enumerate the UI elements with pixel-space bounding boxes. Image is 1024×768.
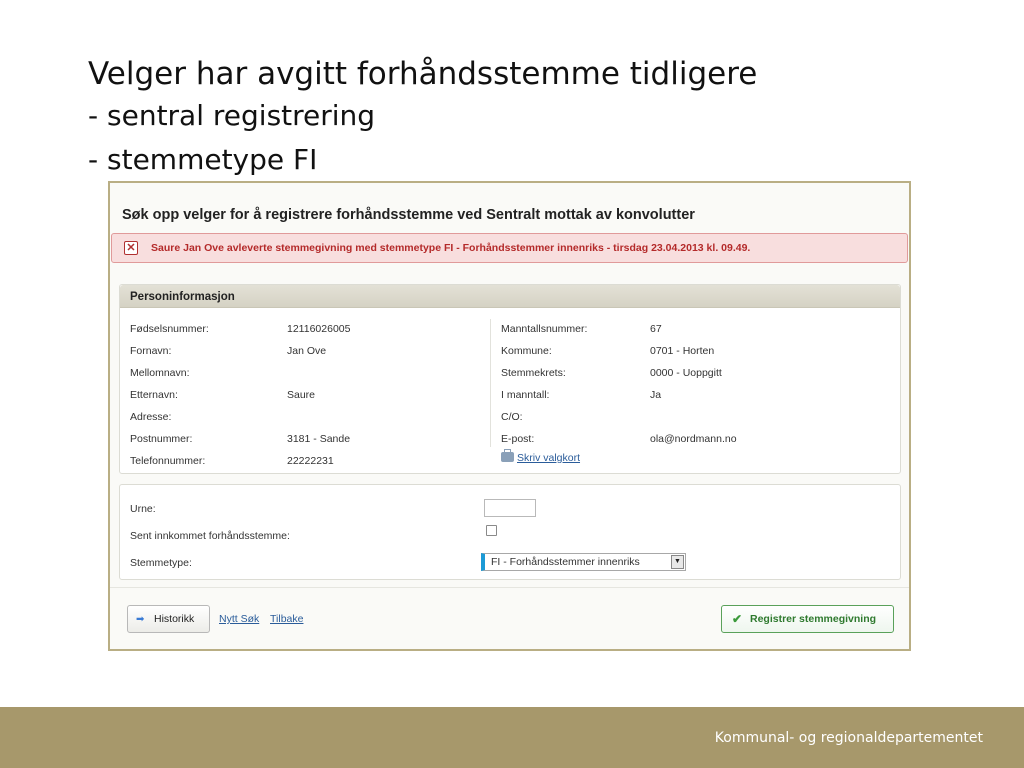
value-polling-district: 0000 - Uoppgitt [650,367,722,379]
checkmark-icon: ✔ [732,612,743,626]
register-vote-button[interactable] [721,605,894,633]
label-address: Adresse: [130,411,172,423]
chevron-down-icon[interactable]: ▼ [671,555,684,569]
alert-message: Saure Jan Ove avleverte stemmegivning med stemmetype FI - Forhåndsstemmer innenriks - tirsdag 23.04.2013 kl. 09.49. [151,242,751,254]
value-in-register: Ja [650,389,662,401]
history-button-label: Historikk [154,613,195,625]
register-button-label: Registrer stemmegivning [750,613,877,625]
person-info-panel [119,284,901,474]
registration-form-panel [119,484,901,580]
value-phone: 22222231 [287,455,334,467]
page-heading: Søk opp velger for å registrere forhåndsstemme ved Sentralt mottak av konvolutter [122,207,695,223]
value-municipality: 0701 - Horten [650,345,715,357]
label-last-name: Etternavn: [130,389,178,401]
history-button[interactable] [127,605,210,633]
print-link-label: Skriv valgkort [517,452,581,464]
error-alert [111,233,908,263]
label-middle-name: Mellomnavn: [130,367,190,379]
vote-type-select[interactable] [481,553,686,571]
urne-input[interactable] [484,499,536,517]
app-window [110,183,909,649]
label-register-number: Manntallsnummer: [501,323,588,335]
arrow-right-icon: ➡ [136,614,145,625]
value-register-number: 67 [650,323,662,335]
slide-title [88,54,757,182]
close-icon[interactable]: ✕ [124,241,138,255]
label-phone: Telefonnummer: [130,455,206,467]
slide-title-line-3: - stemmetype FI [88,143,318,176]
label-municipality: Kommune: [501,345,552,357]
organization-name: Kommunal- og regionaldepartementet [714,730,983,746]
value-postal-code: 3181 - Sande [287,433,351,445]
printer-icon [501,452,514,462]
label-first-name: Fornavn: [130,345,172,357]
new-search-link[interactable]: Nytt Søk [219,613,260,625]
label-in-register: I manntall: [501,389,550,401]
app-screenshot [108,181,911,651]
vote-type-selected-value: FI - Forhåndsstemmer innenriks [491,556,640,568]
late-vote-checkbox[interactable] [486,525,497,536]
value-last-name: Saure [287,389,316,401]
label-polling-district: Stemmekrets: [501,367,566,379]
label-birth-number: Fødselsnummer: [130,323,209,335]
label-email: E-post: [501,433,535,445]
value-birth-number: 12116026005 [287,323,351,335]
slide-footer-bar [0,707,1024,768]
vote-type-label: Stemmetype: [130,557,192,569]
value-email: ola@nordmann.no [650,433,737,445]
label-postal-code: Postnummer: [130,433,193,445]
label-care-of: C/O: [501,411,523,423]
value-first-name: Jan Ove [287,345,327,357]
footer-divider [110,587,909,588]
slide-title-line-2: - sentral registrering [88,99,376,132]
print-voter-card-link[interactable] [501,452,580,464]
late-vote-label: Sent innkommet forhåndsstemme: [130,530,290,542]
column-divider [490,319,491,447]
back-link[interactable]: Tilbake [270,613,304,625]
urne-label: Urne: [130,503,156,515]
slide-title-line-1: Velger har avgitt forhåndsstemme tidligere [88,56,758,92]
person-info-title: Personinformasjon [120,285,900,308]
